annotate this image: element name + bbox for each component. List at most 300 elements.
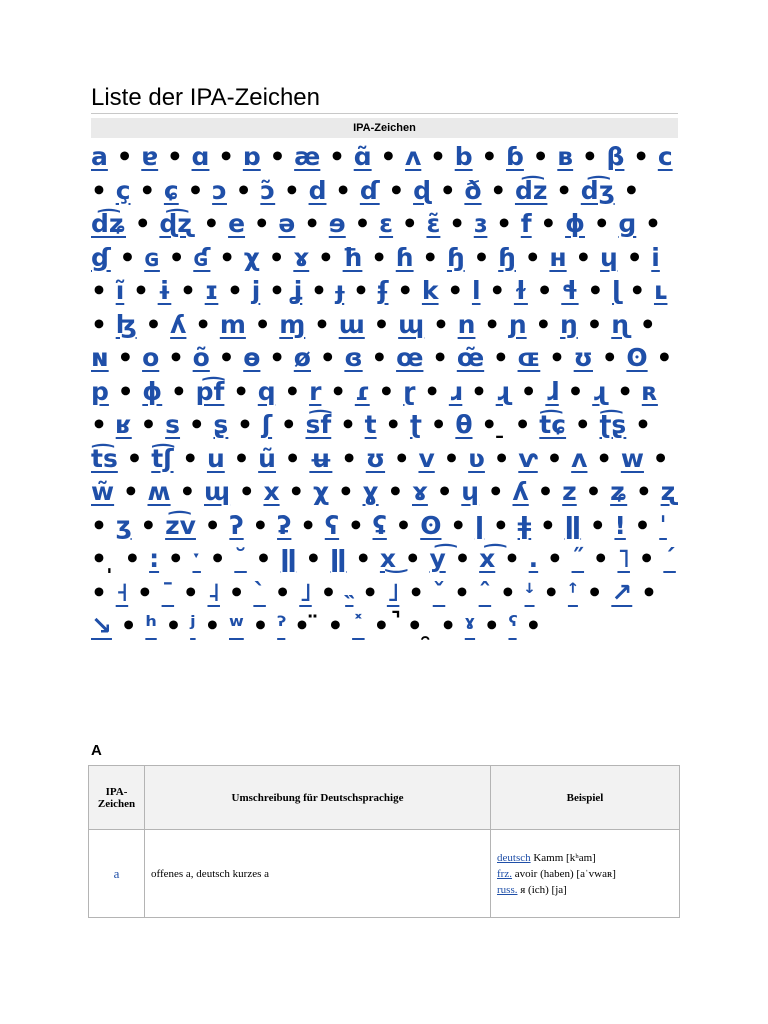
ipa-symbol-link[interactable]: ˧ [115, 577, 129, 607]
symbol-separator: • [362, 242, 396, 272]
symbol-separator: • [475, 309, 509, 339]
ipa-symbol-link[interactable]: b [454, 142, 473, 171]
symbol-separator: • [479, 477, 513, 506]
symbol-separator: • [131, 410, 166, 439]
ipa-symbol-link[interactable]: ꜜ [524, 577, 535, 607]
ipa-symbol-link[interactable]: ʈ͡ʂ [599, 410, 627, 439]
ipa-symbol-link[interactable]: ˈ [659, 510, 667, 540]
ipa-symbol-link[interactable]: ˘ [234, 544, 247, 573]
example-cell [491, 830, 680, 918]
symbol-separator: • [209, 142, 243, 171]
symbol-separator: • [136, 309, 171, 339]
ipa-symbol-link[interactable]: ˝ [571, 544, 585, 573]
symbol-separator: • [114, 477, 148, 506]
ipa-symbol-link[interactable]: ɽ [403, 376, 416, 406]
ipa-symbol-link[interactable]: θ [455, 410, 473, 439]
symbol-separator: • [195, 510, 230, 540]
ipa-symbol-link[interactable]: j [251, 276, 261, 305]
symbol-separator: • [318, 611, 353, 640]
ipa-symbol-link[interactable]: ʌ [571, 443, 588, 473]
ipa-symbol-link[interactable]: ɳ [611, 309, 632, 339]
ipa-symbol-link[interactable]: ↗ [611, 577, 633, 607]
symbol-separator: • [224, 376, 258, 406]
ipa-symbol-link[interactable]: ŋ [560, 309, 578, 339]
ipa-symbol-link[interactable]: ʌ [405, 142, 422, 171]
symbol-separator: • [431, 611, 465, 640]
ipa-symbol-link[interactable]: ɒ [242, 142, 261, 171]
ipa-symbol-link[interactable]: ɸ [142, 376, 163, 406]
ipa-symbol-link[interactable]: ʊ [573, 343, 593, 372]
ipa-symbol-link[interactable]: ɸ [565, 209, 585, 238]
symbol-separator: • [515, 242, 550, 272]
example-line [497, 850, 673, 866]
ipa-symbol-link[interactable]: ĩ [115, 276, 125, 305]
ipa-symbol-link[interactable]: ʟ [653, 276, 668, 305]
symbol-separator: • [243, 510, 278, 540]
symbol-separator: • [481, 175, 515, 205]
ipa-symbol-link[interactable]: ʘ [626, 343, 648, 372]
symbol-separator: • [194, 209, 229, 238]
ipa-symbol-link[interactable]: d͡ʑ [91, 209, 126, 238]
ipa-symbol-link[interactable]: ʲ [190, 611, 196, 640]
symbol-separator: • [362, 343, 397, 372]
ipa-symbol-link[interactable]: ꜛ [567, 577, 578, 607]
symbol-separator: • [531, 209, 566, 238]
ipa-symbol-link[interactable]: ɻ [592, 376, 609, 406]
ipa-symbol-link[interactable]: p [91, 376, 109, 406]
ipa-symbol-link[interactable]: z [562, 477, 577, 506]
ipa-symbol-link[interactable]: ɱ [279, 309, 306, 339]
symbol-separator: • [484, 343, 518, 372]
ipa-symbol-link[interactable]: ˟ [352, 611, 365, 640]
symbol-separator: • [91, 276, 116, 305]
ipa-symbol-link[interactable]: ɗ [359, 175, 380, 205]
symbol-separator: • [296, 544, 331, 573]
symbol-separator: • [230, 477, 264, 506]
symbol-separator: • [364, 611, 398, 640]
ipa-symbol-link[interactable]: ɑ̃ [353, 142, 372, 171]
symbol-separator: • [131, 510, 166, 540]
symbol-separator: • [171, 276, 205, 305]
ipa-symbol-link[interactable]: ʕ [324, 510, 340, 540]
symbol-separator: • [537, 443, 572, 473]
symbol-separator: • [108, 343, 143, 372]
symbol-separator: • [218, 276, 252, 305]
ipa-symbol-link[interactable]: ˉ [161, 577, 175, 607]
symbol-separator: • [245, 309, 280, 339]
ipa-symbol-link[interactable]: w [620, 443, 644, 473]
ipa-symbol-link[interactable]: ʄ [377, 276, 389, 305]
symbol-separator: • [219, 577, 254, 607]
symbol-separator: • [511, 376, 546, 406]
ipa-symbol-link[interactable]: s [165, 410, 181, 439]
ipa-symbol-link[interactable]: c [657, 142, 673, 171]
ipa-symbol-link[interactable]: β [606, 142, 625, 171]
symbol-separator: • [421, 142, 455, 171]
symbol-separator: • [186, 309, 220, 339]
ipa-symbol-link[interactable]: ɑ [191, 142, 210, 171]
ipa-symbol-link[interactable]: ɣ [362, 477, 379, 506]
ipa-symbol-link[interactable]: p͡f [195, 376, 225, 406]
symbol-separator: • [305, 309, 339, 339]
symbol-separator: • [173, 443, 207, 473]
symbol-separator: • [484, 443, 519, 473]
example-language-link[interactable]: frz. [497, 867, 512, 880]
ipa-symbol-link[interactable]: d͡ʒ [580, 175, 615, 205]
ipa-symbol-link[interactable]: ɜ [473, 209, 488, 238]
symbol-separator: • [91, 309, 116, 339]
ipa-table-a [88, 765, 680, 918]
symbol-separator: • [441, 510, 475, 540]
symbol-separator: • [526, 309, 561, 339]
ipa-symbol-link[interactable]: ʈ [409, 410, 422, 439]
symbol-separator: • [332, 443, 366, 473]
ipa-symbol-link[interactable]: ɻ [495, 376, 512, 406]
symbol-separator: • [180, 410, 214, 439]
ipa-symbol-link[interactable]: t [364, 410, 377, 439]
column-header-description: Umschreibung für Deutschsprachige [145, 766, 491, 830]
symbol-separator: • [159, 242, 194, 272]
symbol-separator: • [462, 376, 496, 406]
symbol-separator: • [643, 443, 669, 473]
ipa-symbol-link[interactable]: s͡f [305, 410, 332, 439]
ipa-symbol-link[interactable]: . [528, 544, 539, 573]
symbol-separator: • [620, 276, 654, 305]
ipa-symbol-link[interactable]: i [651, 242, 660, 272]
symbol-separator: • [107, 142, 142, 171]
ipa-symbol-link[interactable]: ɔ [212, 175, 227, 205]
ipa-symbol-link[interactable]: ɘ [328, 209, 346, 238]
symbol-separator: • [126, 209, 160, 238]
symbol-separator: • [558, 376, 593, 406]
ipa-symbol-link[interactable]: ǁ [280, 544, 297, 573]
ipa-symbol-link[interactable]: œ̃ [456, 343, 485, 372]
ipa-symbol-link[interactable]: ǁ [330, 544, 347, 573]
ipa-symbol-link[interactable]: ɵ [243, 343, 261, 372]
symbol-separator: • [91, 510, 116, 540]
ipa-symbol-link[interactable]: ʝ [293, 276, 303, 305]
ipa-symbol-link[interactable]: ʑ [610, 477, 628, 506]
ipa-symbol-link[interactable]: x͡ [479, 544, 496, 573]
ipa-symbol-link[interactable]: ç [115, 175, 131, 205]
ipa-symbol-link[interactable]: ǂ [517, 510, 532, 540]
symbol-separator: • [424, 309, 458, 339]
symbol-separator: • [159, 544, 193, 573]
symbol-separator: • [91, 544, 116, 573]
symbol-separator: • [592, 343, 627, 372]
ipa-symbol-link[interactable]: t͡ɕ [539, 410, 567, 439]
ipa-symbol-link[interactable]: ɰ [398, 309, 425, 339]
ipa-symbol-link[interactable]: ʂ [213, 410, 229, 439]
ipa-symbol-link[interactable]: ɢ [144, 242, 160, 272]
ipa-symbol-link[interactable]: ɪ [204, 276, 219, 305]
symbol-separator: • [321, 376, 355, 406]
column-header-example: Beispiel [491, 766, 680, 830]
ipa-symbol-link[interactable]: ɰ [204, 477, 231, 506]
ipa-symbol-link[interactable]: ˆ [478, 577, 492, 607]
symbol-separator: • [353, 577, 387, 607]
ipa-symbol-link[interactable]: ɶ [517, 343, 541, 372]
symbol-separator: • [413, 242, 447, 272]
ipa-symbol-link[interactable]: ʉ [309, 443, 333, 473]
symbol-separator: • [491, 577, 525, 607]
symbol-separator: • [566, 410, 600, 439]
ipa-symbol-link[interactable]: z͡v [165, 510, 196, 540]
ipa-symbol-link[interactable]: ɺ [545, 376, 559, 406]
example-language-link[interactable]: russ. [497, 883, 518, 896]
ipa-symbol-link[interactable]: ɹ [448, 376, 463, 406]
symbol-separator: • [226, 175, 261, 205]
table-header-row [89, 766, 680, 830]
symbol-separator: • [291, 510, 325, 540]
symbol-separator: • [647, 343, 673, 372]
symbol-separator: • [531, 510, 565, 540]
symbol-separator: • [162, 376, 196, 406]
ipa-symbol-link[interactable]: ʢ [372, 510, 387, 540]
ipa-symbol-link[interactable]: m [219, 309, 246, 339]
ipa-symbol-link[interactable]: æ [294, 142, 321, 171]
symbol-separator: • [608, 376, 642, 406]
ipa-symbol-link[interactable]: : [149, 544, 160, 573]
ipa-symbol-link[interactable]: f [520, 209, 532, 238]
ipa-symbol-link[interactable]: ɟ [335, 276, 345, 305]
ipa-symbol-link[interactable]: x [263, 477, 280, 506]
ipa-symbol-link[interactable]: ɛ [379, 209, 394, 238]
symbol-separator: • [124, 276, 158, 305]
ipa-symbol-link[interactable]: o [142, 343, 160, 372]
ipa-symbol-link[interactable]: r [309, 376, 322, 406]
ipa-symbol-link[interactable]: ə [278, 209, 296, 238]
ipa-symbol-link[interactable]: ˤ [508, 611, 517, 640]
symbol-separator: • [423, 343, 457, 372]
ipa-symbol-link[interactable]: u [206, 443, 225, 473]
ipa-symbol-link[interactable]: ʡ [277, 510, 292, 540]
symbol-separator: • [629, 544, 664, 573]
symbol-separator: • [578, 276, 612, 305]
symbol-separator: • [302, 276, 336, 305]
symbol-separator: • [475, 611, 509, 640]
ipa-symbol-link[interactable]: v [418, 443, 435, 473]
ipa-symbol-link[interactable]: ɞ [344, 343, 363, 372]
ipa-symbol-link[interactable]: ɯ [338, 309, 365, 339]
symbol-separator: • [91, 577, 116, 607]
symbol-separator: • [632, 577, 657, 607]
ipa-symbol-link[interactable]: ʃ [261, 410, 273, 439]
ipa-symbol-link[interactable]: ɥ [461, 477, 480, 506]
symbol-separator: • [91, 175, 116, 205]
ipa-symbol-link[interactable]: ˇ [432, 577, 446, 607]
ipa-symbol-link[interactable]: ˥ [617, 544, 630, 573]
ipa-symbol-link[interactable]: ũ [258, 443, 276, 473]
ipa-symbol-link[interactable]: ɦ [395, 242, 414, 272]
ipa-symbol-link[interactable]: a [113, 865, 120, 881]
symbol-separator: • [388, 276, 422, 305]
symbol-separator: • [310, 343, 345, 372]
ipa-symbol-link[interactable]: ˋ [253, 577, 266, 607]
ipa-symbol-link[interactable]: l [471, 276, 481, 305]
ipa-symbol-link[interactable]: ø [293, 343, 311, 372]
ipa-symbol-link[interactable]: ɧ [498, 242, 516, 272]
ipa-symbol-link[interactable]: ʒ [115, 510, 132, 540]
ipa-symbol-link[interactable]: t͡ʃ [151, 443, 174, 473]
symbol-separator: • [345, 209, 380, 238]
ipa-symbol-link[interactable]: ʘ [420, 510, 442, 540]
ipa-symbol-link[interactable]: ʎ [512, 477, 529, 506]
symbol-separator: • [158, 142, 192, 171]
symbol-separator: • [527, 276, 562, 305]
ipa-symbol-link[interactable]: ʎ [170, 309, 187, 339]
ipa-symbol-link[interactable]: ʊ [365, 443, 386, 473]
ipa-symbol-link[interactable]: ˵ [345, 577, 354, 607]
ipa-symbol-link[interactable]: x͜ [379, 544, 397, 573]
ipa-symbol-link[interactable]: ˨ [207, 577, 220, 607]
symbol-separator: • [577, 577, 612, 607]
symbol-separator: • [210, 242, 244, 272]
symbol-separator: • [393, 209, 427, 238]
ipa-symbol-link[interactable]: y͡ [429, 544, 446, 573]
ipa-symbol-link[interactable]: ↘ [91, 611, 112, 640]
symbol-separator: • [279, 477, 313, 506]
symbol-separator: • [159, 343, 193, 372]
symbol-separator: • [636, 209, 661, 238]
symbol-separator: • [438, 276, 472, 305]
ipa-symbol-link[interactable]: ʍ [147, 477, 171, 506]
symbol-separator: • [386, 510, 421, 540]
ipa-symbol-link[interactable]: ɕ [163, 175, 179, 205]
symbol-separator: • [445, 544, 480, 573]
ipa-symbol-link[interactable]: ɤ [293, 242, 310, 272]
symbol-separator: • [260, 142, 295, 171]
ipa-symbol-link[interactable]: ɾ [354, 376, 370, 406]
ipa-symbol-link[interactable]: ɫ [513, 276, 528, 305]
symbol-separator: • [398, 611, 432, 640]
ipa-symbol-link[interactable]: e [228, 209, 246, 238]
ipa-symbol-link[interactable]: χ [243, 242, 260, 272]
ipa-symbol-link[interactable]: ˑ [192, 544, 201, 573]
ipa-symbol-link[interactable]: ɖ [413, 175, 431, 205]
symbol-separator: • [577, 309, 612, 339]
ipa-symbol-link[interactable]: ɖ͡ʐ [159, 209, 195, 238]
symbol-separator: • [178, 175, 213, 205]
symbol-separator: • [587, 443, 621, 473]
symbol-separator: • [275, 376, 310, 406]
ipa-symbol-link[interactable]: ǀ [474, 510, 485, 540]
symbol-separator: • [243, 611, 278, 640]
ipa-symbol-link[interactable]: õ [192, 343, 210, 372]
ipa-symbol-link[interactable]: ʜ [549, 242, 567, 272]
symbol-separator: • [528, 477, 563, 506]
ipa-symbol-link[interactable]: χ [312, 477, 330, 506]
symbol-separator: • [415, 376, 449, 406]
ipa-symbol-link[interactable]: ɤ [412, 477, 428, 506]
ipa-symbol-link[interactable]: ɠ [91, 242, 111, 272]
ipa-symbol-cell [89, 830, 145, 918]
ipa-symbol-link[interactable]: d [308, 175, 327, 205]
symbol-separator: • [584, 209, 619, 238]
ipa-symbol-link[interactable]: ɬ [561, 276, 579, 305]
symbol-separator: • [421, 410, 456, 439]
ipa-symbol-link[interactable]: w̃ [91, 477, 115, 506]
ipa-symbol-link[interactable]: ʙ [557, 142, 574, 171]
symbol-separator: • [156, 611, 191, 640]
ipa-symbol-link[interactable]: ˩ [299, 577, 312, 607]
symbol-separator: • [484, 510, 518, 540]
ipa-symbol-link[interactable]: ʔ [229, 510, 244, 540]
ipa-symbol-link[interactable]: a [91, 142, 108, 171]
symbol-separator: • [480, 276, 514, 305]
symbol-separator: • [547, 175, 581, 205]
ipa-symbol-link[interactable]: ʀ [641, 376, 658, 406]
ipa-symbol-link[interactable]: ʰ [145, 611, 157, 640]
ipa-symbol-link[interactable]: ǁ [564, 510, 582, 540]
symbol-separator: • [265, 577, 300, 607]
ipa-symbol-link[interactable]: ˩ [386, 577, 400, 607]
ipa-symbol-link[interactable]: ɲ [508, 309, 527, 339]
section-heading-a: A [91, 742, 102, 759]
symbol-separator: • [631, 309, 656, 339]
ipa-symbol-link[interactable]: ʐ [660, 477, 678, 506]
ipa-symbol-link[interactable]: ɥ [600, 242, 618, 272]
ipa-symbol-link[interactable]: ð [464, 175, 482, 205]
ipa-symbol-link[interactable]: œ [396, 343, 424, 372]
symbol-separator: • [130, 175, 164, 205]
ipa-symbol-link[interactable]: d͡z [514, 175, 548, 205]
ipa-symbol-link[interactable]: ɐ [141, 142, 159, 171]
ipa-symbol-link[interactable]: ɮ [115, 309, 137, 339]
ipa-symbol-link[interactable]: ɨ [157, 276, 172, 305]
example-text: avoir (haben) [aˈvwaʀ] [514, 867, 616, 880]
symbol-separator: • [339, 510, 373, 540]
ipa-symbol-link[interactable]: ħ [342, 242, 363, 272]
symbol-separator: • [260, 343, 294, 372]
symbol-separator: • [224, 443, 259, 473]
table-row [89, 830, 680, 918]
symbol-separator: • [228, 410, 262, 439]
symbol-separator: • [378, 477, 412, 506]
example-language-link[interactable]: deutsch [497, 851, 531, 864]
ipa-symbol-link[interactable]: ! [614, 510, 626, 540]
ipa-symbol-link[interactable]: ɓ [506, 142, 524, 171]
ipa-symbol-link[interactable]: ⱱ [518, 443, 538, 473]
ipa-symbol-link[interactable]: ˠ [464, 611, 476, 640]
ipa-symbol-link[interactable]: ɡ [618, 209, 637, 238]
ipa-symbol-link[interactable]: ʛ [193, 242, 211, 272]
symbol-separator: • [516, 611, 542, 640]
ipa-symbol-link[interactable]: ɛ̃ [426, 209, 441, 238]
title-divider [91, 113, 678, 114]
symbol-separator: • [209, 343, 244, 372]
ipa-symbol-link[interactable]: t͡s [91, 443, 118, 473]
symbol-separator: • [427, 477, 462, 506]
ipa-symbol-link[interactable]: ʷ [229, 611, 244, 640]
ipa-symbol-link[interactable]: q [257, 376, 276, 406]
symbol-separator: • [259, 242, 294, 272]
ipa-symbol-link[interactable]: ɴ [91, 343, 109, 372]
ipa-symbol-link[interactable]: ɔ̃ [260, 175, 276, 205]
ipa-symbol-link[interactable]: n [457, 309, 476, 339]
symbol-separator: • [275, 443, 310, 473]
ipa-symbol-link[interactable]: ˀ [277, 611, 286, 640]
ipa-symbol-link[interactable]: ʋ [468, 443, 485, 473]
ipa-symbol-link[interactable]: ɧ [446, 242, 465, 272]
symbol-separator: • [309, 242, 343, 272]
ipa-symbol-link[interactable]: ˊ [663, 544, 676, 573]
symbol-separator: • [117, 443, 152, 473]
ipa-symbol-link[interactable]: k [421, 276, 439, 305]
symbol-separator: • [329, 477, 363, 506]
ipa-symbol-link[interactable]: ɭ [612, 276, 621, 305]
ipa-symbol-link[interactable]: ʁ [115, 410, 132, 439]
